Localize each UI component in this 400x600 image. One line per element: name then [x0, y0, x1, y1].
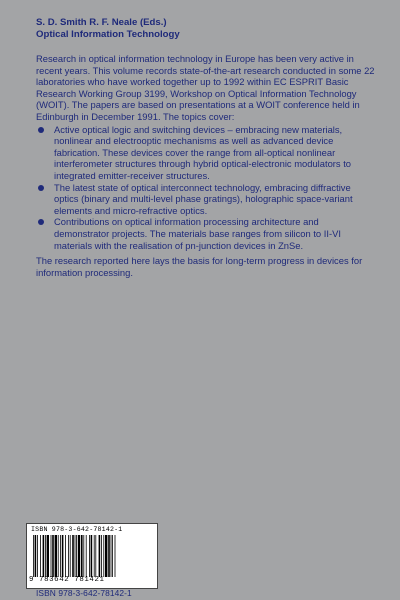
barcode-bar: [52, 535, 54, 577]
barcode-bar: [58, 535, 59, 577]
barcode-bar: [37, 535, 38, 577]
barcode-bar: [43, 535, 45, 577]
barcode-bar: [51, 535, 52, 577]
book-title: Optical Information Technology: [36, 29, 180, 40]
barcode-bar: [101, 535, 102, 577]
barcode-bar: [81, 535, 83, 577]
topic-text: Contributions on optical information processing architecture and demonstrator projects. The materials base ranges from silicon to II-VI materials with the realisation of pn-junction devices in ZnSe.: [54, 216, 341, 251]
back-cover-content: [36, 17, 376, 278]
isbn-text: ISBN 978-3-642-78142-1: [36, 588, 132, 598]
barcode-bar: [65, 535, 66, 577]
barcode-bar: [62, 535, 64, 577]
barcode-bar: [68, 535, 69, 577]
topics-list: [36, 124, 376, 252]
barcode-bar: [111, 535, 112, 577]
barcode-bar: [72, 535, 74, 577]
barcode-bar: [83, 535, 84, 577]
intro-paragraph: Research in optical information technology in Europe has been very active in recent years. This volume records state-of-the-art research conducted in some 22 laboratories who have worked together up to 1992 within EC ESPRIT Basic Research Working Group 3199, Workshop on Optical Information Technology (WOIT). The papers are based on presentations at a WOIT conference held in Edinburgh in December 1991. The topics cover:: [36, 53, 375, 122]
barcode-digits: 9 783642 781421: [29, 576, 105, 584]
barcode-bar: [60, 535, 61, 577]
barcode-bar: [86, 535, 87, 577]
barcode-bar: [45, 535, 46, 577]
barcode-bar: [112, 535, 113, 577]
barcode-bar: [76, 535, 77, 577]
topic-text: The latest state of optical interconnect technology, embracing diffractive optics (binary and multi-level phase gratings), holographic space-variant elements and micro-refractive optics.: [54, 181, 353, 216]
editors-line: S. D. Smith R. F. Neale (Eds.): [36, 17, 167, 28]
topic-item: [36, 216, 376, 251]
barcode-bar: [103, 535, 104, 577]
topic-item: [36, 182, 376, 217]
barcode-bar: [75, 535, 76, 577]
barcode-icon: [33, 535, 151, 577]
barcode-bar: [33, 535, 34, 577]
barcode-bar: [115, 535, 116, 577]
topic-text: Active optical logic and switching devices – embracing new materials, nonlinear and electrooptic mechanisms as well as advanced device fabrication. These devices cover the range from all-optical nonlinear interferometer structures through hybrid optical-electronic modulators to integrated emitter-receiver structures.: [54, 123, 352, 181]
barcode-bar: [94, 535, 95, 577]
barcode-bar: [35, 535, 37, 577]
bullet-icon: [38, 185, 44, 191]
barcode-bar: [99, 535, 101, 577]
barcode-bar: [105, 535, 107, 577]
barcode-bar: [40, 535, 41, 577]
barcode-bar: [47, 535, 49, 577]
barcode-bar: [91, 535, 93, 577]
barcode-bar: [70, 535, 71, 577]
closing-paragraph: The research reported here lays the basis for long-term progress in devices for information processing.: [36, 255, 363, 278]
barcode-label: [26, 523, 158, 589]
barcode-bar: [89, 535, 90, 577]
barcode-bar: [55, 535, 57, 577]
isbn-small-text: ISBN 978-3-642-78142-1: [31, 526, 123, 533]
topic-item: [36, 124, 376, 182]
barcode-bar: [108, 535, 110, 577]
barcode-bar: [95, 535, 96, 577]
bullet-icon: [38, 127, 44, 133]
bullet-icon: [38, 219, 44, 225]
barcode-bar: [78, 535, 80, 577]
